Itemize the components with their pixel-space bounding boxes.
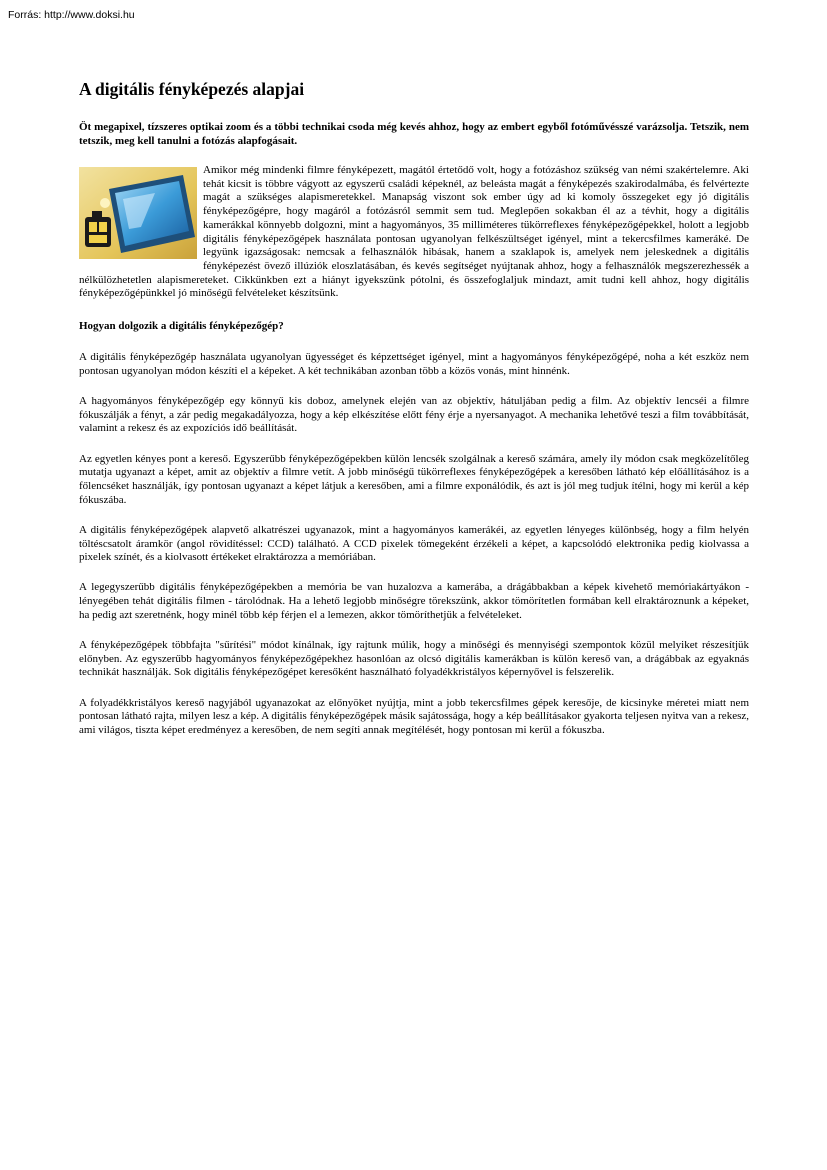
- body-paragraph: A hagyományos fényképezőgép egy könnyű kis doboz, amelynek elején van az objektív, hátuljában pedig a film. Az objektív lencséi a filmre fókuszálják a fényt, a zár pedig megakadályozza, hogy a kép elkészítése előtt fény érje a nyersanyagot. A mechanika lehetővé teszi a film továbbítását, valamint a rekesz és az expozíciós idő beállítását.: [79, 394, 749, 435]
- body-paragraph: A folyadékkristályos kereső nagyjából ugyanazokat az előnyöket nyújtja, mint a jobb tekercsfilmes gépek keresője, de kicsinyke méretei miatt nem pontosan látható rajta, milyen lesz a kép. A digitális fényképezőgépek másik sajátossága, hogy a kép beállításakor gyakorta teljesen nyitva van a rekesz, ami világos, tiszta képet eredményez a keresőben, de nem segíti annak megítélését, hogy pontosan mi kerül a fókuszba.: [79, 696, 749, 737]
- source-label: Forrás: http://www.doksi.hu: [8, 9, 135, 21]
- article: [79, 78, 749, 754]
- article-lead: Öt megapixel, tízszeres optikai zoom és a többi technikai csoda még kevés ahhoz, hogy az embert egyből fotóművésszé varázsolja. Tetszik, nem tetszik, meg kell tanulni a fotózás alapfogásait.: [79, 121, 749, 147]
- body-paragraph: A legegyszerűbb digitális fényképezőgépekben a memória be van huzalozva a kamerába, a drágábbakban a képek kivehető memóriakártyákon - lényegében tehát digitális filmen - tárolódnak. Ha a lehető legjobb minőségre törekszünk, akkor tömörítetlen formában kell elraktároznunk a képeket, ha pedig azt szeretnénk, hogy minél több kép férjen el a lemezen, akkor tömöríthetjük a felvételeket.: [79, 581, 749, 621]
- body-paragraph: A digitális fényképezőgépek alapvető alkatrészei ugyanazok, mint a hagyományos kamerákéi, az egyetlen lényeges különbség, hogy a film helyén töltéscsatolt áramkör (angol rövidítéssel: CCD) található. A CCD pixelek tömegeként érzékeli a képet, a kapcsolódó elektronika pedig kiolvassa a pixelek színét, és a kiolvasott értékeket elraktározza a memóriában.: [79, 523, 749, 564]
- body-paragraph: A fényképezőgépek többfajta "sűrítési" módot kínálnak, így rajtunk múlik, hogy a minőségi és mennyiségi szempontok közül melyiket részesítjük előnyben. Az egyszerűbb hagyományos fényképezőgépekhez hasonlóan az olcsó digitális kamerákban is külön kereső van, a drágábbak az egyaknás technikát használják. Sok digitális fényképezőgépet keresőként használható folyadékkristályos képernyővel is felszerelik.: [79, 639, 749, 679]
- body-paragraph: A digitális fényképezőgép használata ugyanolyan ügyességet és képzettséget igényel, mint a hagyományos fényképezőgépé, noha a két eszköz nem pontosan ugyanolyan módon készíti el a képeket. A két technikában azonban több a közös vonás, mint hinnénk.: [79, 351, 749, 377]
- body-paragraph: Az egyetlen kényes pont a kereső. Egyszerűbb fényképezőgépekben külön lencsék szolgálnak a kereső számára, amely ily módon csak megközelítőleg mutatja ugyanazt a képet, amit az objektív a filmre vetít. A jobb minőségű tükörreflexes fényképezőgépek a keresőben látható kép előállításához is a főlencséket használják, így pontosan ugyanazt a képet látjuk a keresőben, ami a filmre exponálódik, és azt is jól meg tudjuk ítélni, hogy mi kerül a kép fókuszába.: [79, 452, 749, 506]
- digital-camera-illustration-icon: [79, 167, 197, 259]
- section-heading: Hogyan dolgozik a digitális fényképezőgép?: [79, 320, 284, 333]
- intro-text: Amikor még mindenki filmre fényképezett, magától értetődő volt, hogy a fotózáshoz szükség van némi szakértelemre. Aki tehát kicsit is többre vágyott az egyszerű családi képeknél, az beleásta magát a fényképezés szakirodalmába, és felvértezte magát a szükséges alapismeretekkel. Manapság viszont sok ember úgy ad ki komoly összegeket egy jó digitális fényképezőgépre, hogy magáról a fotózásról semmit sem tud. Meglepően sokakban él az a tévhit, hogy a digitális kamerákkal könnyebb dolgozni, mint a hagyományos, 35 milliméteres tükörreflexes fényképezőgépekkel, holott a legjobb digitális fényképezőgépek használata pontosan ugyanolyan felkészültséget igényel, mint a tekercsfilmes kameráké. De legyünk igazságosak: nemcsak a felhasználók hibásak, hanem a szaklapok is, amelyek nem jeleskednek a digitális fényképezést övező illúziók eloszlatásában, és kevés segítséget nyújtanak ahhoz, hogy a felhasználók megszerezhessék a nélkülözhetetlen alapismereteket. Cikkünkben ezt a hiányt igyekszünk pótolni, és összefoglaljuk mindazt, amit tudni kell ahhoz, hogy digitális fényképezőgépünkkel jó minőségű felvételeket készítsünk.: [79, 164, 749, 300]
- article-title: A digitális fényképezés alapjai: [79, 79, 305, 99]
- intro-paragraph: [79, 164, 749, 301]
